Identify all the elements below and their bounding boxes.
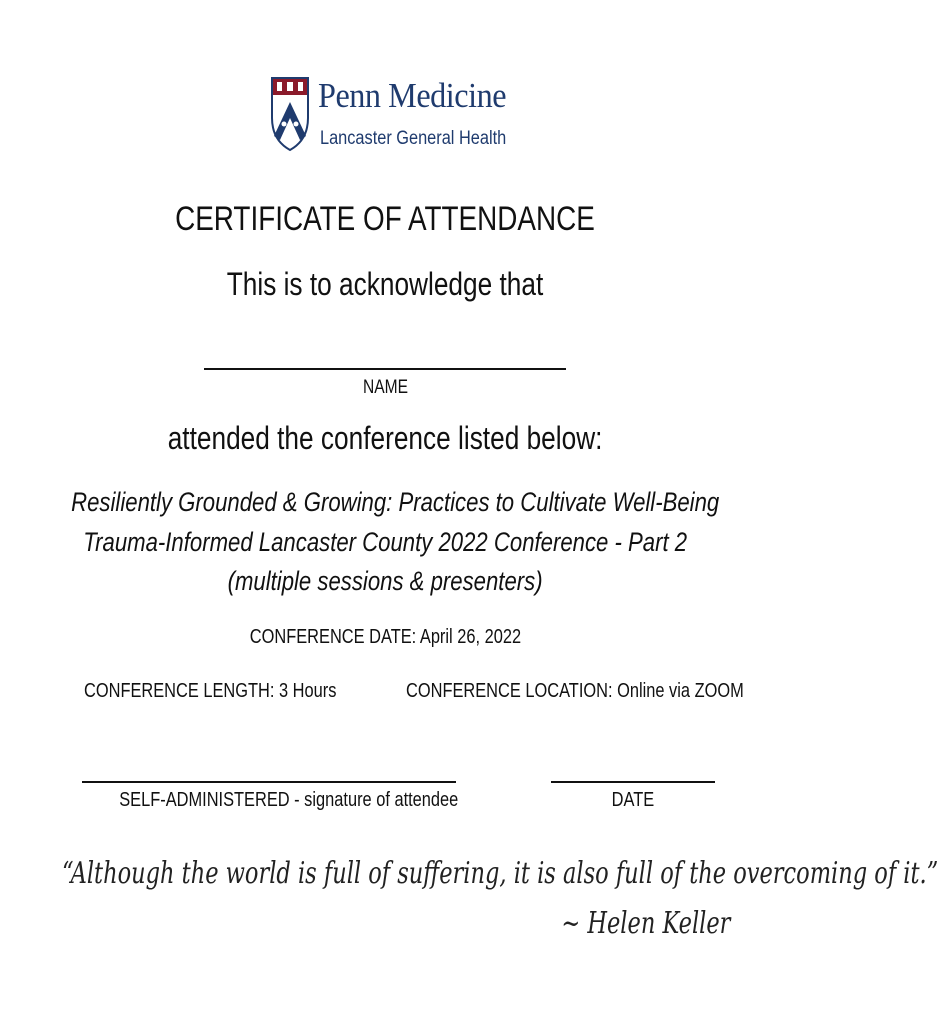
conference-note-line: (multiple sessions & presenters) xyxy=(227,566,543,596)
quote-author: ~ Helen Keller xyxy=(560,906,730,941)
name-caption: NAME xyxy=(362,377,408,398)
conference-length: CONFERENCE LENGTH: 3 Hours xyxy=(84,680,337,702)
signature-caption: SELF-ADMINISTERED - signature of attendee xyxy=(119,789,459,811)
shield-icon xyxy=(270,74,310,152)
conference-subtitle-line: Trauma-Informed Lancaster County 2022 Conference - Part 2 xyxy=(83,527,687,557)
acknowledge-text: This is to acknowledge that xyxy=(226,266,544,302)
certificate-title: CERTIFICATE OF ATTENDANCE xyxy=(175,200,595,238)
penn-medicine-logo xyxy=(270,74,510,154)
conference-date-value: April 26, 2022 xyxy=(419,626,521,648)
conference-date-label: CONFERENCE DATE: xyxy=(249,626,416,648)
conference-title-line: Resiliently Grounded & Growing: Practices to Cultivate Well-Being xyxy=(71,487,720,517)
logo-subtitle: Lancaster General Health xyxy=(320,128,507,149)
logo-name: Penn Medicine xyxy=(318,76,507,115)
date-line xyxy=(551,781,715,783)
attended-text: attended the conference listed below: xyxy=(167,420,603,456)
date-caption: DATE xyxy=(611,789,655,811)
name-line xyxy=(204,368,566,370)
signature-line xyxy=(82,781,456,783)
conference-date xyxy=(0,626,770,649)
quote-text: “Although the world is full of suffering, it is also full of the overcoming of it.” xyxy=(62,856,938,891)
conference-location: CONFERENCE LOCATION: Online via ZOOM xyxy=(406,680,744,702)
